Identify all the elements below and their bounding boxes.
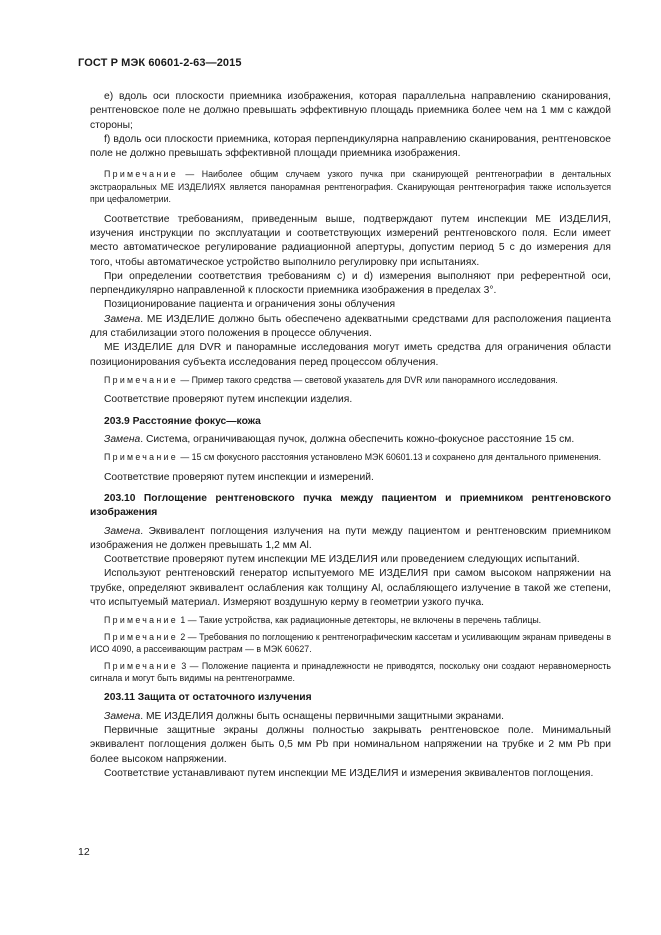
paragraph-item-e: е) вдоль оси плоскости приемника изображения, которая параллельна направлению сканирования, рентгеновское поле не должно превышать эффективную площадь приемника более чем на 1 мм с каждой стороны; xyxy=(90,91,611,131)
section-heading-203-10: 203.10 Поглощение рентгеновского пучка между пациентом и приемником рентгеновского изображения xyxy=(90,492,611,519)
paragraph-replacement-4 xyxy=(90,710,611,724)
replacement-text: . Система, ограничивающая пучок, должна обеспечить кожно-фокусное расстояние 15 см. xyxy=(140,433,575,445)
paragraph-screens: Первичные защитные экраны должны полностью закрывать рентгеновское поле. Минимальный эквивалент поглощения должен быть 0,5 мм Pb при номинальном напряжении на трубке и 2 мм Pb при более высоком напряжении. xyxy=(90,724,611,765)
document-header: ГОСТ Р МЭК 60601-2-63—2015 xyxy=(78,57,242,69)
note-text: — Пример такого средства — световой указатель для DVR или панорамного исследования. xyxy=(177,374,558,385)
paragraph-conformance-3: Соответствие проверяют путем инспекции и измерений. xyxy=(104,471,374,483)
note-4 xyxy=(90,614,611,626)
replacement-label: Замена xyxy=(104,525,141,537)
paragraph-generator: Используют рентгеновский генератор испытуемого МЕ ИЗДЕЛИЯ при самом высоком напряжении на трубке, определяют эквивалент ослабления как толщину Al, ослабляющего излучение в такой же степени, что испытуемый материал. Измеряют воздушную керму в геометрии узкого пучка. xyxy=(90,568,611,609)
note-text: 3 — Положение пациента и принадлежности не приводятся, поскольку они создают неравномерность сигнала и могут быть видимы на рентгенограмме. xyxy=(90,660,611,683)
replacement-text: . МЕ ИЗДЕЛИЯ должны быть оснащены первичными защитными экранами. xyxy=(140,710,504,722)
paragraph-replacement-3 xyxy=(90,525,611,554)
paragraph-conformance-2: Соответствие проверяют путем инспекции изделия. xyxy=(104,394,353,406)
note-5 xyxy=(90,631,611,656)
note-label: Примечание xyxy=(104,169,178,180)
paragraph-item-f: f) вдоль оси плоскости приемника, которая перпендикулярна направлению сканирования, рентгеновское поле не должно превышать эффективной площади приемника изображения. xyxy=(90,133,611,160)
note-3 xyxy=(90,451,611,463)
subsection-title-positioning: Позиционирование пациента и ограничения зоны облучения xyxy=(104,299,396,311)
paragraph-reference-axis: При определении соответствия требованиям с) и d) измерения выполняют при референтной оси, перпендикулярно направленной к плоскости приемника изображения в пределах 3°. xyxy=(90,270,611,297)
note-label: Примечание xyxy=(104,615,178,626)
note-2 xyxy=(90,374,611,386)
paragraph-dvr: МЕ ИЗДЕЛИЕ для DVR и панорамные исследования могут иметь средства для ограничения области позиционирования субъекта исследования перед процессом облучения. xyxy=(90,342,611,368)
replacement-label: Замена xyxy=(104,433,141,445)
replacement-text: . МЕ ИЗДЕЛИЕ должно быть обеспечено адекватными средствами для расположения пациента для стабилизации этого положения в процессе облучения. xyxy=(90,313,611,340)
note-text: 2 — Требования по поглощению к рентгенографическим кассетам и усиливающим экранам приведены в ИСО 4090, а рассеивающим растрам — в МЭК 60627. xyxy=(90,631,611,655)
note-text: 1 — Такие устройства, как радиационные детекторы, не включены в перечень таблицы. xyxy=(177,615,542,626)
note-label: Примечание xyxy=(104,374,178,385)
paragraph-replacement-2 xyxy=(90,433,611,447)
note-label: Примечание xyxy=(104,660,178,671)
note-1 xyxy=(90,168,611,205)
paragraph-conformance-4: Соответствие проверяют путем инспекции МЕ ИЗДЕЛИЯ или проведением следующих испытаний. xyxy=(104,554,580,566)
replacement-label: Замена xyxy=(104,313,141,325)
document-body xyxy=(90,90,611,781)
section-heading-203-9: 203.9 Расстояние фокус—кожа xyxy=(104,415,261,427)
note-text: — 15 см фокусного расстояния установлено МЭК 60601.13 и сохранено для дентального применения. xyxy=(177,452,602,463)
paragraph-conformance-5: Соответствие устанавливают путем инспекции МЕ ИЗДЕЛИЯ и измерения эквивалентов поглощения. xyxy=(104,767,594,779)
paragraph-replacement-1 xyxy=(90,313,611,342)
replacement-label: Замена xyxy=(104,710,141,722)
note-label: Примечание xyxy=(104,631,178,642)
section-heading-203-11: 203.11 Защита от остаточного излучения xyxy=(104,692,312,704)
note-6 xyxy=(90,660,611,685)
note-text: — Наиболее общим случаем узкого пучка при сканирующей рентгенографии в дентальных экстраоральных МЕ ИЗДЕЛИЯХ является панорамная рентгенография. Сканирующая рентгенография также используется при цефалометрии. xyxy=(90,169,611,205)
paragraph-conformance-1: Соответствие требованиям, приведенным выше, подтверждают путем инспекции МЕ ИЗДЕЛИЯ, изучения инструкции по эксплуатации и соответствующих измерений рентгеновского поля. Если имеет место автоматическое регулирование радиационной апертуры, допустим период 5 с до измерения для того, чтобы автоматическое устройство выполнило регулировку при испытаниях. xyxy=(90,213,611,268)
replacement-text: . Эквивалент поглощения излучения на пути между пациентом и рентгеновским приемником изображения не должен превышать 1,2 мм Al. xyxy=(90,525,611,551)
note-label: Примечание xyxy=(104,452,178,463)
page-number: 12 xyxy=(78,846,90,858)
